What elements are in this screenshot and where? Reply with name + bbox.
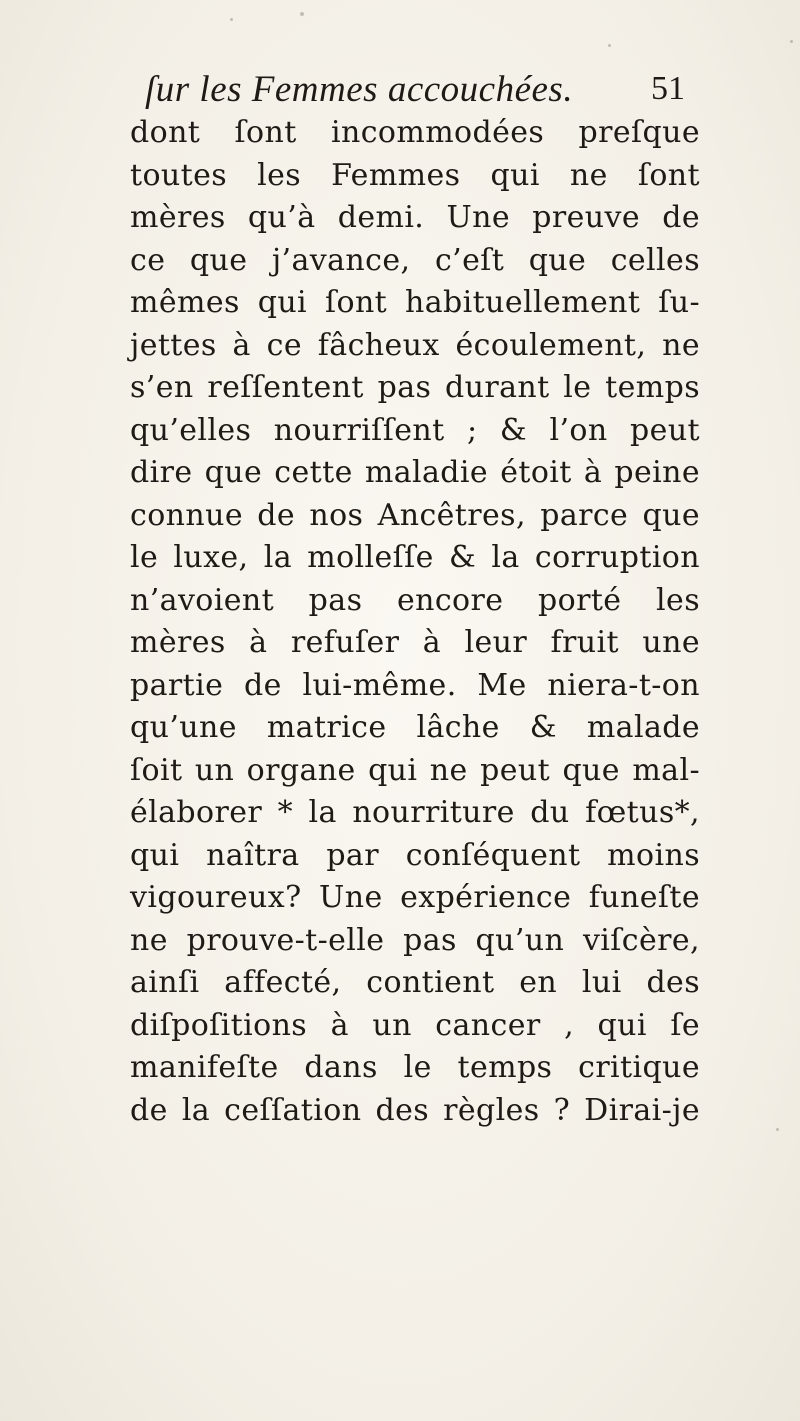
text-line: vigoureux? Une expérience funeſte	[130, 880, 700, 915]
text-line: dont ſont incommodées preſque	[130, 115, 700, 150]
text-line: manifeſte dans le temps critique	[130, 1050, 700, 1085]
speck	[776, 1128, 779, 1131]
text-line: diſpoſitions à un cancer , qui ſe	[130, 1007, 700, 1043]
text-line: connue de nos Ancêtres, parce que	[130, 497, 700, 533]
text-line: qu’elles nourriſſent ; & l’on peut	[130, 412, 700, 448]
text-line: dire que cette maladie étoit à peine	[130, 455, 700, 490]
text-line: mères qu’à demi. Une preuve de	[130, 200, 700, 235]
running-title: ſur les Femmes accouchées.	[145, 69, 574, 110]
speck	[300, 12, 304, 16]
speck	[790, 40, 793, 43]
text-line: qu’une matrice lâche & malade	[130, 710, 700, 745]
text-line: mêmes qui ſont habituellement ſu-	[130, 285, 700, 320]
page-number: 51	[651, 70, 685, 107]
body-text	[130, 112, 700, 1132]
text-line: ce que j’avance, c’eſt que celles	[130, 242, 700, 278]
text-line: s’en reſſentent pas durant le temps	[130, 370, 700, 405]
speck	[608, 44, 611, 47]
speck	[230, 18, 233, 21]
text-line: partie de lui-même. Me niera-t-on	[130, 667, 700, 703]
text-line: le luxe, la molleſſe & la corruption	[130, 540, 700, 575]
text-line: ainſi affecté, contient en lui des	[130, 965, 700, 1000]
text-line: ſoit un organe qui ne peut que mal-	[130, 752, 700, 788]
text-line: de la ceſſation des règles ? Dirai-je	[130, 1092, 700, 1128]
text-line: n’avoient pas encore porté les	[130, 582, 700, 618]
text-line: mères à refuſer à leur fruit une	[130, 625, 700, 660]
text-line: élaborer * la nourriture du fœtus*,	[130, 795, 700, 830]
text-line: toutes les Femmes qui ne ſont	[130, 157, 700, 193]
page-header	[145, 68, 685, 112]
text-line: qui naîtra par conſéquent moins	[130, 837, 700, 873]
text-line: jettes à ce fâcheux écoulement, ne	[130, 327, 700, 363]
text-line: ne prouve-t-elle pas qu’un viſcère,	[130, 922, 700, 958]
